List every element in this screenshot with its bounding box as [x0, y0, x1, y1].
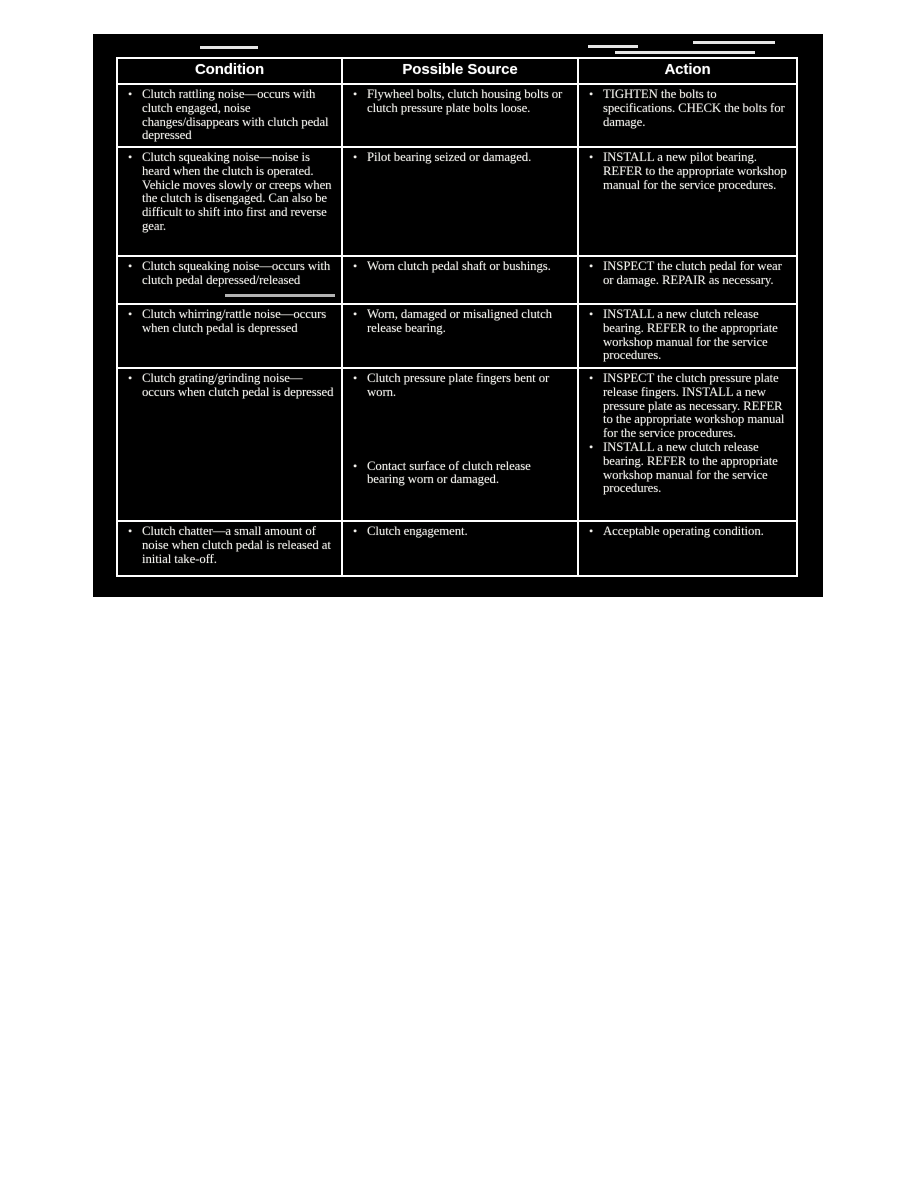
bullet-text: TIGHTEN the bolts to specifications. CHECK the bolts for damage. — [603, 87, 785, 129]
cell-action — [579, 369, 796, 520]
bullet-icon: • — [588, 87, 594, 101]
table-body — [118, 85, 796, 575]
bullet-item — [343, 260, 575, 274]
bullet-item — [579, 372, 794, 441]
column-header-action: Action — [664, 61, 711, 78]
bullet-item — [118, 525, 339, 566]
bullet-icon: • — [127, 524, 133, 538]
bullet-text: INSPECT the clutch pressure plate release fingers. INSTALL a new pressure plate as necessary. REFER to the appropriate workshop manual for the service procedures. — [603, 371, 785, 441]
bullet-text: INSTALL a new clutch release bearing. REFER to the appropriate workshop manual for the service procedures. — [603, 307, 778, 363]
bullet-item — [343, 308, 575, 336]
table-row — [118, 255, 796, 303]
bullet-icon: • — [588, 524, 594, 538]
bullet-icon: • — [352, 259, 358, 273]
table-row — [118, 520, 796, 575]
bullet-icon: • — [588, 150, 594, 164]
cell-condition — [118, 369, 343, 520]
bullet-icon: • — [352, 524, 358, 538]
bullet-icon: • — [352, 150, 358, 164]
cell-possible-source — [343, 522, 579, 575]
bullet-item — [343, 88, 575, 116]
table-row — [118, 303, 796, 367]
cell-condition — [118, 148, 343, 255]
bullet-text: Clutch engagement. — [367, 524, 468, 538]
bullet-text: Worn, damaged or misaligned clutch release bearing. — [367, 307, 552, 335]
bullet-item — [579, 441, 794, 496]
bullet-item — [343, 460, 575, 488]
bullet-text: INSTALL a new clutch release bearing. REFER to the appropriate workshop manual for the service procedures. — [603, 439, 778, 496]
bullet-text: Flywheel bolts, clutch housing bolts or clutch pressure plate bolts loose. — [367, 87, 563, 115]
bullet-icon: • — [588, 307, 594, 321]
bullet-icon: • — [588, 371, 594, 385]
table-row — [118, 146, 796, 255]
cell-action — [579, 148, 796, 255]
scan-artifact — [615, 51, 755, 54]
cell-action — [579, 85, 796, 146]
cell-possible-source — [343, 305, 579, 367]
table-header-row — [118, 59, 796, 85]
cell-possible-source — [343, 148, 579, 255]
bullet-icon: • — [588, 259, 594, 273]
bullet-text: Worn clutch pedal shaft or bushings. — [367, 259, 551, 273]
bullet-icon: • — [127, 371, 133, 385]
bullet-item — [579, 525, 794, 539]
bullet-text: Clutch rattling noise—occurs with clutch engaged, noise changes/disappears with clutch pedal depressed — [142, 87, 329, 143]
bullet-icon: • — [127, 259, 133, 273]
bullet-item — [118, 88, 339, 143]
cell-action — [579, 305, 796, 367]
bullet-item — [579, 88, 794, 129]
bullet-item — [343, 372, 575, 400]
bullet-text: Pilot bearing seized or damaged. — [367, 150, 532, 164]
bullet-text: Clutch grating/grinding noise—occurs when clutch pedal is depressed — [142, 371, 334, 399]
table-row — [118, 85, 796, 146]
scan-artifact — [588, 45, 638, 48]
cell-possible-source — [343, 369, 579, 520]
bullet-icon: • — [352, 87, 358, 101]
bullet-text: Clutch squeaking noise—noise is heard when the clutch is operated. Vehicle moves slowly or creeps when the clutch is disengaged. Can also be difficult to shift into first and reverse gear. — [142, 150, 332, 233]
bullet-text: INSPECT the clutch pedal for wear or damage. REPAIR as necessary. — [603, 259, 782, 287]
bullet-text: Clutch pressure plate fingers bent or worn. — [367, 371, 550, 399]
cell-condition — [118, 85, 343, 146]
cell-condition — [118, 305, 343, 367]
bullet-item — [118, 151, 339, 234]
bullet-text: INSTALL a new pilot bearing. REFER to the appropriate workshop manual for the service procedures. — [603, 150, 787, 192]
bullet-icon: • — [127, 307, 133, 321]
bullet-text: Clutch squeaking noise—occurs with clutch pedal depressed/released — [142, 259, 331, 287]
bullet-item — [343, 525, 575, 539]
bullet-icon: • — [352, 307, 358, 321]
bullet-icon: • — [127, 87, 133, 101]
bullet-item — [118, 372, 339, 400]
bullet-item — [118, 260, 339, 288]
scan-artifact — [200, 46, 258, 49]
bullet-item — [579, 260, 794, 288]
cell-action — [579, 522, 796, 575]
bullet-icon: • — [127, 150, 133, 164]
cell-condition — [118, 522, 343, 575]
bullet-item — [118, 308, 339, 336]
bullet-icon: • — [352, 371, 358, 385]
cell-condition — [118, 257, 343, 303]
bullet-item — [343, 151, 575, 165]
bullet-item — [579, 308, 794, 363]
column-header-possible-source: Possible Source — [343, 59, 579, 83]
bullet-item — [579, 151, 794, 192]
bullet-text: Clutch chatter—a small amount of noise when clutch pedal is released at initial take-off. — [142, 524, 331, 566]
cell-action — [579, 257, 796, 303]
table-row — [118, 367, 796, 520]
cell-possible-source — [343, 257, 579, 303]
scan-artifact — [693, 41, 775, 44]
troubleshooting-table — [116, 57, 798, 577]
bullet-text: Contact surface of clutch release bearing worn or damaged. — [367, 458, 531, 487]
column-header-condition: Condition — [118, 59, 343, 83]
bullet-text: Acceptable operating condition. — [603, 524, 764, 538]
scanned-table-region — [93, 34, 823, 597]
cell-possible-source — [343, 85, 579, 146]
bullet-icon: • — [588, 439, 594, 454]
bullet-text: Clutch whirring/rattle noise—occurs when clutch pedal is depressed — [142, 307, 327, 335]
bullet-icon: • — [352, 458, 358, 473]
